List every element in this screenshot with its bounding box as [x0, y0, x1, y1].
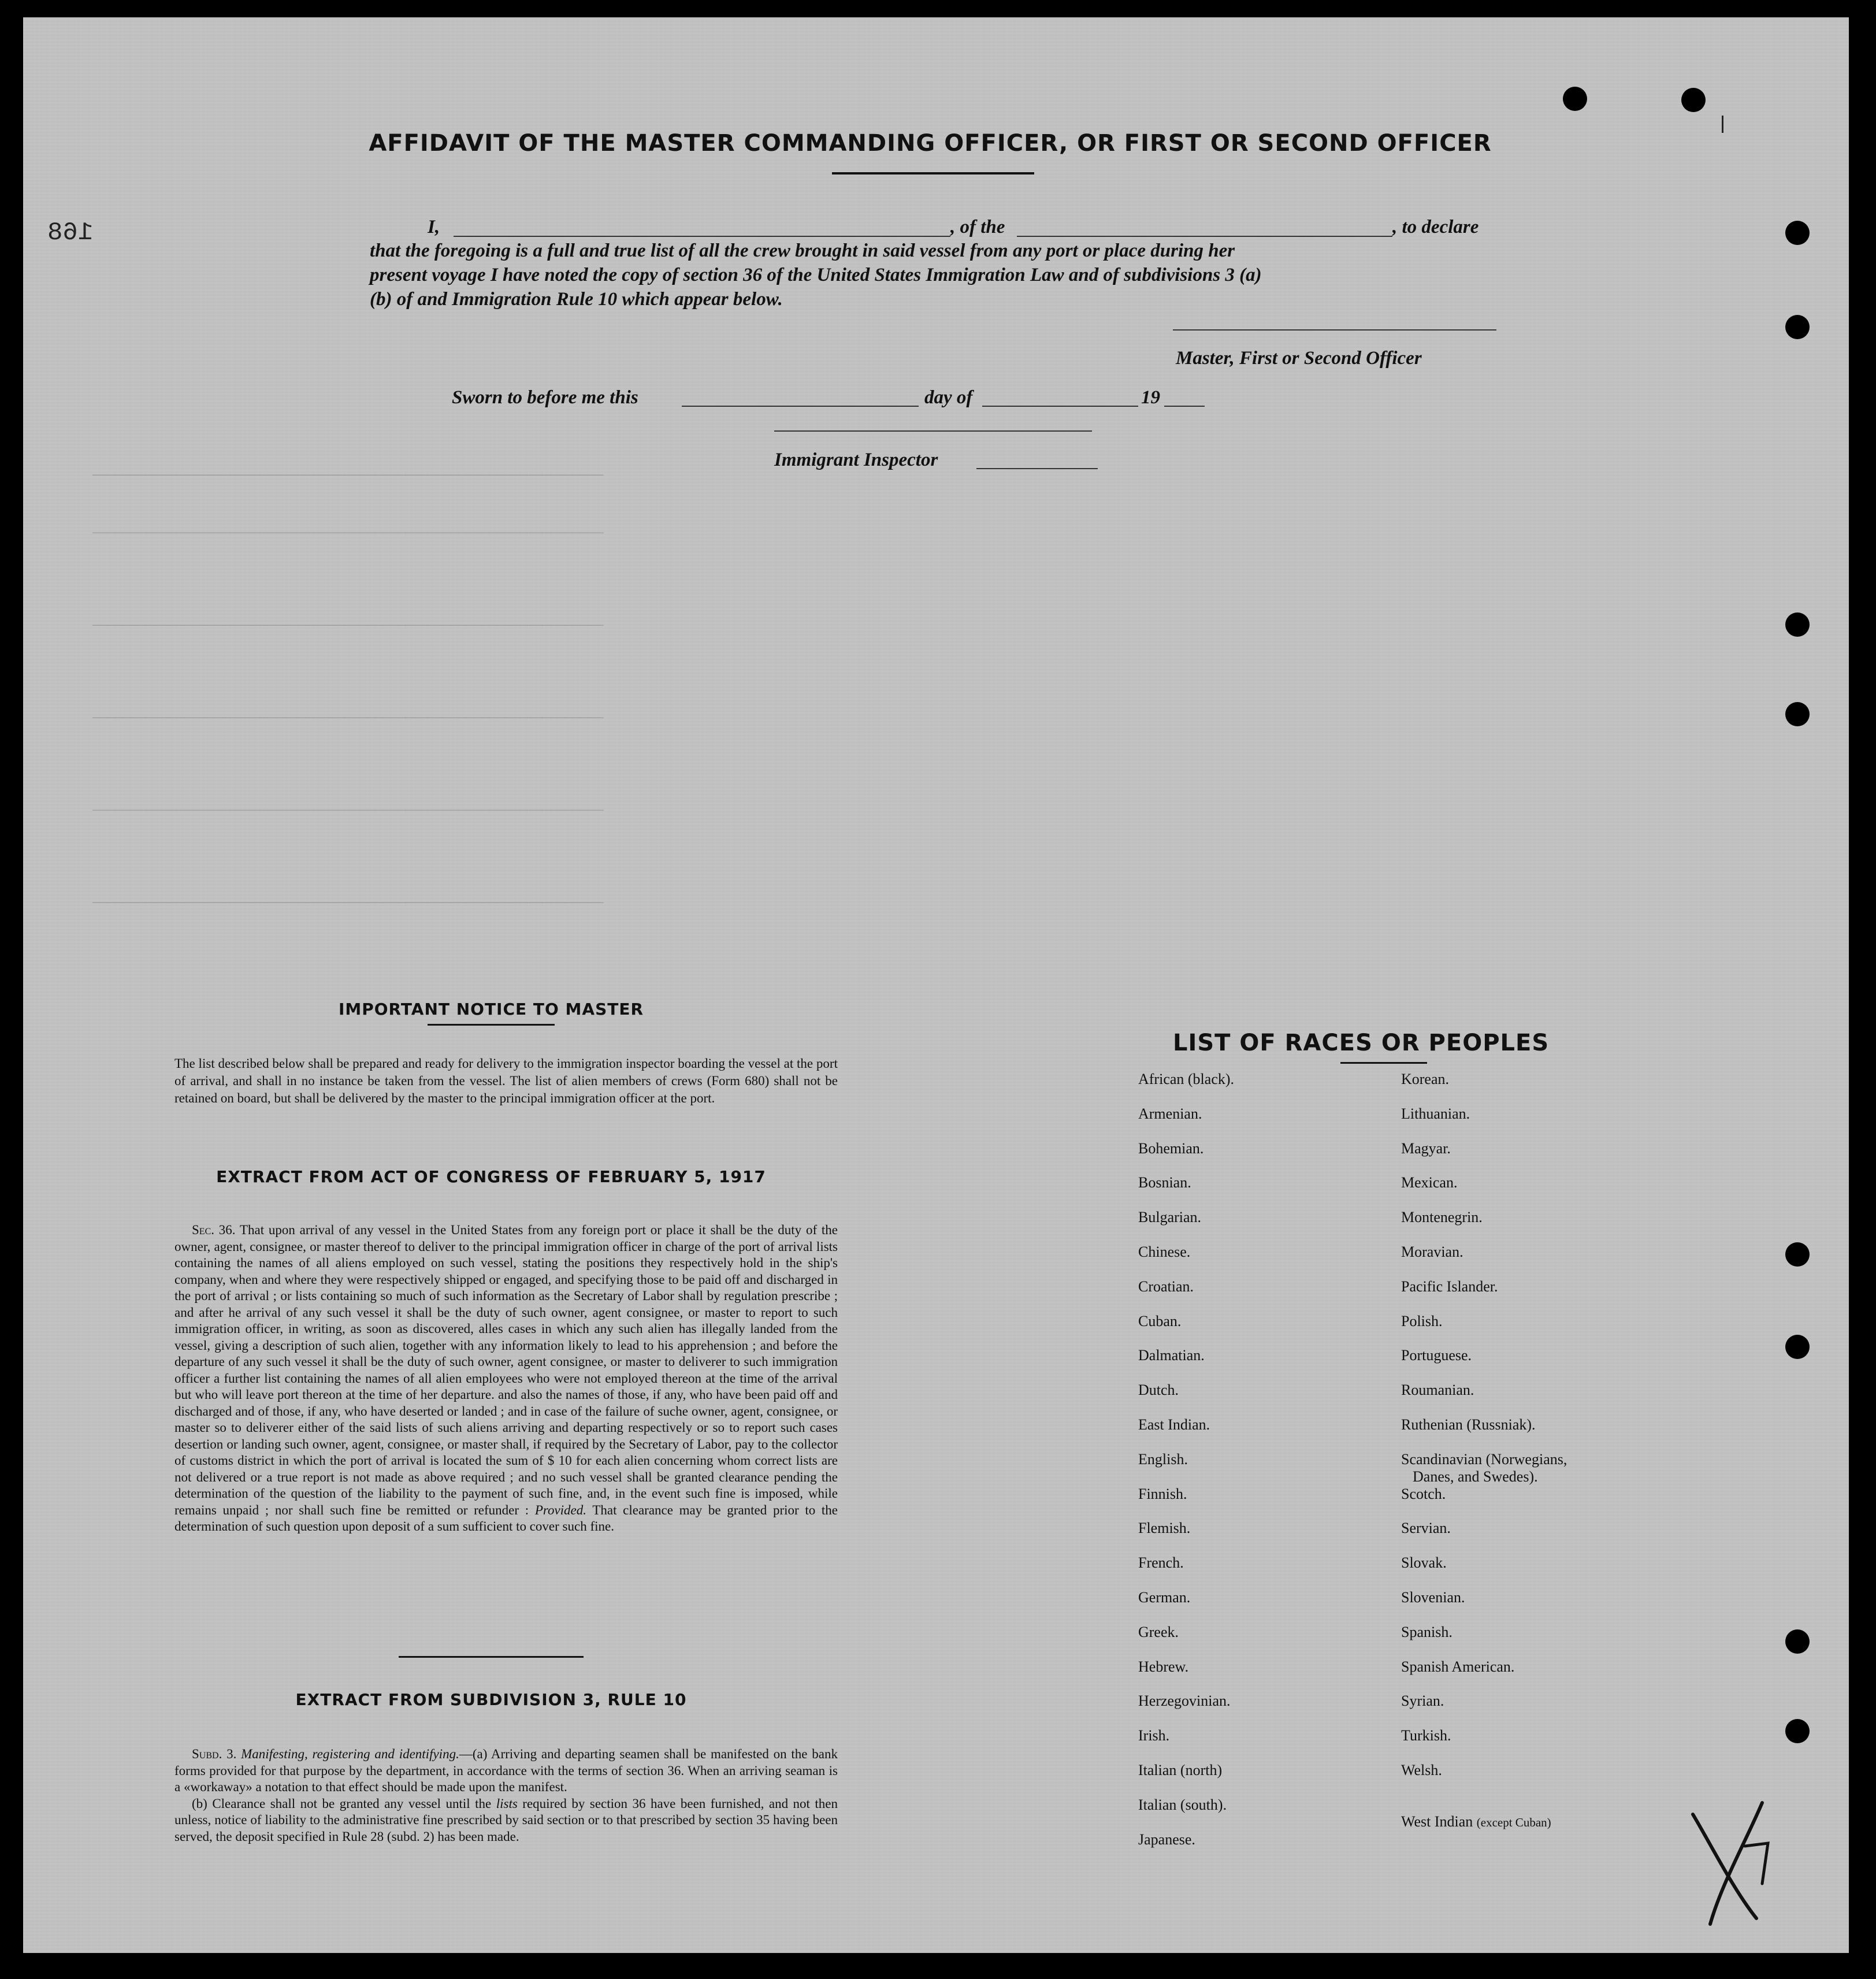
race-left-item: Cuban. — [1138, 1312, 1182, 1330]
sworn-month-blank — [982, 406, 1138, 407]
handwritten-x-mark — [1676, 1791, 1780, 1930]
race-right-item: Portuguese. — [1401, 1347, 1472, 1364]
notice-paragraph: The list described below shall be prepared and ready for delivery to the immigration inspector boarding the vessel at the port of arrival, and shall in no instance be taken from the vessel. The list of alien members of crews (Form 680) shall not be retained on board, but shall be delivered by the master to the principal immigration officer at the port. — [174, 1056, 838, 1105]
race-left-item: Chinese. — [1138, 1243, 1191, 1260]
race-right-item: Turkish. — [1401, 1727, 1451, 1744]
sworn-day-of: day of — [924, 387, 973, 408]
sec-body-end: That clearance may be granted prior to the determination of such question upon deposit of a sum sufficient to cover such fine. — [174, 1502, 838, 1534]
subdivision-b-paragraph — [174, 1796, 838, 1846]
b-lists: lists — [496, 1796, 518, 1811]
bleed-through-row: ——————————————————————————————————————————————————————————————————— — [92, 896, 604, 910]
section-36-paragraph — [174, 1222, 838, 1535]
race-left-item: African (black). — [1138, 1071, 1235, 1087]
inspector-trailing-line — [976, 468, 1098, 469]
punch-hole — [1785, 1719, 1810, 1743]
page-number: 168 — [47, 218, 94, 247]
subd-label: Subd. 3. — [192, 1747, 237, 1761]
notice-text — [174, 1055, 838, 1107]
punch-hole — [1681, 88, 1706, 112]
race-right-item: Magyar. — [1401, 1139, 1451, 1157]
race-right-item: Welsh. — [1401, 1762, 1442, 1778]
document-page — [23, 17, 1849, 1953]
inspector-signature-line — [774, 430, 1092, 432]
punch-hole — [1563, 87, 1587, 111]
notice-title: IMPORTANT NOTICE TO MASTER — [338, 1000, 644, 1019]
bleed-through-row: ——————————————————————————————————————————————————————————————————— — [92, 803, 604, 818]
west-indian-label: West Indian — [1401, 1813, 1473, 1830]
punch-hole — [1785, 315, 1810, 339]
race-right-item: Syrian. — [1401, 1692, 1444, 1710]
races-title: LIST OF RACES OR PEOPLES — [1173, 1030, 1550, 1056]
punch-hole — [1785, 612, 1810, 637]
extract-act-text — [174, 1222, 838, 1535]
subdivision-a-paragraph: Subd. 3. Manifesting, registering and identifying.—(a) Arriving and departing seamen shall be manifested on the bank forms provided for that purpose by the department, in accordance with the terms of section 36. When an arriving seaman is a «workaway» a notation to that effect should be made upon the manifest. — [174, 1747, 838, 1794]
race-left-item: Irish. — [1138, 1727, 1170, 1744]
race-left-item: Greek. — [1138, 1623, 1179, 1640]
notice-underline — [428, 1024, 555, 1026]
bleed-through-row: ——————————————————————————————————————————————————————————————————— — [92, 526, 604, 540]
race-left-item: Croatian. — [1138, 1278, 1194, 1295]
punch-hole — [1785, 1629, 1810, 1654]
declaration-line-4: (b) of and Immigration Rule 10 which appear below. — [370, 289, 783, 310]
race-left-item: English. — [1138, 1450, 1188, 1468]
race-right-item: Spanish American. — [1401, 1658, 1515, 1675]
bleed-through-row: ——————————————————————————————————————————————————————————————————— — [92, 711, 604, 725]
signature-line — [1173, 329, 1496, 331]
race-left-item: Japanese. — [1138, 1831, 1195, 1848]
race-right-item: Lithuanian. — [1401, 1105, 1470, 1122]
race-left-item: Bohemian. — [1138, 1139, 1204, 1157]
race-right-item: Scandinavian (Norwegians, — [1401, 1450, 1567, 1468]
race-left-item: Hebrew. — [1138, 1658, 1189, 1675]
race-right-item: Servian. — [1401, 1520, 1451, 1537]
race-right-item: Moravian. — [1401, 1243, 1463, 1260]
race-left-item: Herzegovinian. — [1138, 1692, 1231, 1710]
sec-label: Sec. 36. — [192, 1223, 236, 1237]
race-right-item: Pacific Islander. — [1401, 1278, 1498, 1295]
a-text: Arriving and departing seamen shall be manifested on the bank forms provided for that purpose by the department, in accordance with the terms of section 36. When an arriving seaman is a «workaway» a notation to that effect should be made upon the manifest. — [174, 1747, 838, 1794]
declaration-to-declare: , to declare — [1392, 217, 1479, 237]
extract-act-title: EXTRACT FROM ACT OF CONGRESS OF FEBRUARY 5, 1917 — [216, 1167, 766, 1186]
race-left-item: Finnish. — [1138, 1485, 1187, 1502]
race-right-item: Mexican. — [1401, 1174, 1458, 1191]
b-text-1: Clearance shall not be granted any vessel until the — [212, 1796, 492, 1811]
bleed-through-row: ——————————————————————————————————————————————————————————————————— — [92, 618, 604, 633]
race-left-item: French. — [1138, 1554, 1184, 1572]
race-left-item: Italian (south). — [1138, 1796, 1227, 1813]
sworn-year-blank — [1164, 406, 1205, 407]
race-left-item: Flemish. — [1138, 1520, 1191, 1537]
race-right-item: Roumanian. — [1401, 1382, 1474, 1399]
race-right-item: Ruthenian (Russniak). — [1401, 1416, 1536, 1433]
punch-hole — [1785, 702, 1810, 726]
sworn-year: 19 — [1141, 387, 1160, 408]
subd-italic: Manifesting, registering and identifying. — [241, 1747, 459, 1761]
a-label: (a) — [472, 1747, 488, 1761]
vessel-blank — [1017, 236, 1392, 237]
bleed-through-row: ——————————————————————————————————————————————————————————————————— — [92, 468, 604, 482]
declaration-line-3: present voyage I have noted the copy of section 36 of the United States Immigration Law and of subdivisions 3 (a) — [370, 265, 1262, 285]
sworn-label: Sworn to before me this — [452, 387, 638, 408]
race-right-item: Slovenian. — [1401, 1589, 1465, 1606]
race-right-item: Korean. — [1401, 1071, 1450, 1087]
race-left-item: German. — [1138, 1589, 1191, 1606]
race-left-item: Bosnian. — [1138, 1174, 1191, 1191]
immigrant-inspector-label: Immigrant Inspector — [774, 450, 938, 470]
punch-hole — [1785, 1242, 1810, 1267]
punch-hole — [1785, 221, 1810, 245]
race-left-item: East Indian. — [1138, 1416, 1210, 1433]
race-right-item: Montenegrin. — [1401, 1209, 1483, 1226]
race-left-item: Dutch. — [1138, 1382, 1179, 1399]
race-right-item: Scotch. — [1401, 1485, 1446, 1502]
race-west-indian — [1401, 1813, 1551, 1831]
race-right-item: Polish. — [1401, 1312, 1443, 1330]
race-left-item: Dalmatian. — [1138, 1347, 1205, 1364]
name-blank — [454, 236, 950, 237]
west-indian-note: (except Cuban) — [1476, 1815, 1551, 1829]
punch-hole — [1785, 1335, 1810, 1359]
sworn-day-blank — [682, 406, 919, 407]
act-divider — [399, 1656, 584, 1658]
provided-label: Provided. — [534, 1502, 587, 1517]
extract-rule-title: EXTRACT FROM SUBDIVISION 3, RULE 10 — [295, 1690, 687, 1709]
title-underline — [832, 172, 1034, 174]
declaration-i: I, — [428, 217, 440, 237]
margin-tick — [1722, 116, 1723, 133]
race-right-item: Danes, and Swedes). — [1413, 1468, 1538, 1485]
b-label: (b) — [192, 1796, 207, 1811]
race-right-item: Spanish. — [1401, 1623, 1452, 1640]
race-left-item: Armenian. — [1138, 1105, 1202, 1122]
races-underline — [1340, 1062, 1427, 1064]
b-text-2: required by section 36 have been furnished, and not then unless, notice of liability to the administrative fine prescribed by said section or to that prescribed by section 35 having been served, the deposit specified in Rule 28 (subd. 2) has been made. — [174, 1796, 838, 1844]
sec-body: That upon arrival of any vessel in the United States from any foreign port or place it shall be the duty of the owner, agent, consignee, or master thereof to deliver to the principal immigration officer in charge of the port of arrival lists containing the names of all aliens employed on such vessel, stating the positions they respectively hold in the ship's company, when and where they were respectively shipped or engaged, and specifying those to be paid off and discharged in the port of arrival ; or lists containing so much of such information as the Secretary of Labor shall by regulation prescribe ; and after he arrival of any such vessel it shall be the duty of such owner, agent consignee, or master to report to such immigration officer, in writing, as soon as discovered, alles cases in which any such alien has illegally landed from the vessel, giving a description of such alien, together with any information likely to lead to his apprehension ; and before the departure of any such vessel it shall be the duty of such owner, agent consignee, or master to deliverer to such immigration officer a further list containing the names of all alien employees who were not employed thereon at the time of the arrival but who will leave port thereon at the time of her departure. and also the names of those, if any, who have been paid off and discharged and of those, if any, who have deserted or landed ; and in case of the failure of suche owner, agent, consignee, or master so to deliverer either of the said lists of such aliens arriving and departing respectively or so to report such cases desertion or landing such owner, agent, consignee, or master shall, if required by the Secretary of Labor, pay to the collector of customs district in which the port of arrival is located the sum of $ 10 for each alien concerning whom correct lists are not delivered or a true report is not made as above required ; and no such vessel shall be granted clearance pending the determination of the question of the liability to the payment of such fine, and, in the event such fine is imposed, while remains unpaid ; nor shall such fine be remitted or refunder : — [174, 1223, 838, 1517]
affidavit-title: AFFIDAVIT OF THE MASTER COMMANDING OFFICER, OR FIRST OR SECOND OFFICER — [369, 130, 1492, 157]
race-left-item: Bulgarian. — [1138, 1209, 1202, 1226]
declaration-of-the: , of the — [950, 217, 1005, 237]
extract-rule-text — [174, 1746, 838, 1845]
race-right-item: Slovak. — [1401, 1554, 1447, 1572]
race-left-item: Italian (north) — [1138, 1762, 1223, 1778]
declaration-line-2: that the foregoing is a full and true list of all the crew brought in said vessel from any port or place during her — [370, 240, 1235, 261]
master-signature-label: Master, First or Second Officer — [1176, 348, 1422, 369]
